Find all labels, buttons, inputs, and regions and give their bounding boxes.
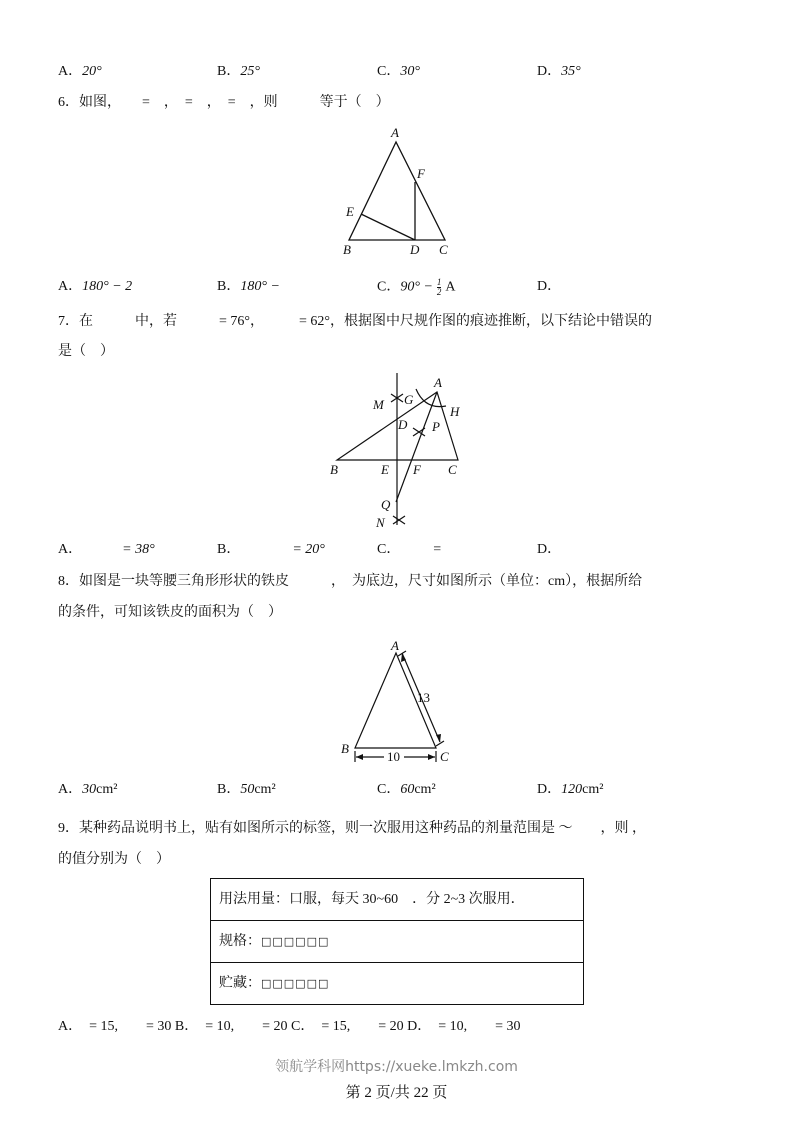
q9-stem-line2: 的值分别为（ ） <box>58 852 170 867</box>
label-c: C <box>440 749 449 764</box>
option-value: 25° <box>240 64 260 79</box>
q9-options: A． = 15, = 30 B． = 10, = 20 C． = 15, = 20 D． = 10, = 30 <box>58 1019 521 1034</box>
label-base-length: 10 <box>387 749 400 764</box>
q8-option-b <box>217 781 276 799</box>
option-value: 50 <box>240 782 255 797</box>
option-unit: cm² <box>414 782 436 797</box>
label-a: A <box>391 638 399 653</box>
option-letter: D． <box>537 542 562 557</box>
option-value: 35° <box>561 64 581 79</box>
option-value: = 20° <box>292 542 325 557</box>
option-letter: A． <box>58 782 83 797</box>
angle-bisector-aq <box>396 392 437 502</box>
option-unit: cm² <box>254 782 276 797</box>
option-value: = 38° <box>122 542 155 557</box>
option-unit: cm² <box>582 782 604 797</box>
q7-option-d <box>537 541 561 559</box>
label-m: M <box>373 397 384 412</box>
option-letter: A． <box>58 64 83 79</box>
q8-figure <box>355 651 444 762</box>
watermark: 领航学科网https://xueke.lmkzh.com <box>275 1059 518 1075</box>
option-letter: B． <box>217 279 241 294</box>
label-g: G <box>404 392 414 407</box>
q6-option-a <box>58 278 132 296</box>
q7-stem-line2: 是（ ） <box>58 344 114 359</box>
q6-option-d <box>537 278 561 296</box>
spec-label: 规格： <box>219 934 261 949</box>
fraction-denominator: 2 <box>436 287 442 297</box>
label-a: A <box>434 375 442 390</box>
option-letter: B． <box>217 542 241 557</box>
q6-stem: 6．如图， = ， = ， = ，则 等于（ ） <box>58 95 390 110</box>
option-tail: A <box>445 279 456 295</box>
q6-option-c <box>377 278 456 297</box>
option-letter: A． <box>58 542 83 557</box>
label-q: Q <box>381 497 391 512</box>
label-b: B <box>330 462 338 477</box>
usage-row: 用法用量：口服，每天 30~60 ．分 2~3 次服用． <box>211 879 583 921</box>
label-side-length: 13 <box>417 690 430 705</box>
q7-option-a <box>58 541 155 559</box>
label-d: D <box>410 242 420 257</box>
option-letter: B． <box>217 782 241 797</box>
q8-option-c <box>377 781 436 799</box>
spec-row <box>211 921 583 963</box>
label-e: E <box>381 462 389 477</box>
arc-gh <box>416 389 446 407</box>
option-value: 20° <box>82 64 102 79</box>
q8-option-a <box>58 781 117 799</box>
q6-option-b <box>217 278 280 296</box>
spec-value: □□□□□□ <box>261 935 330 948</box>
label-d: D <box>398 417 408 432</box>
label-f: F <box>417 166 425 181</box>
q8-stem-line1: 8．如图是一块等腰三角形形状的铁皮 ， 为底边，尺寸如图所示（单位：cm），根据所给 <box>58 574 643 589</box>
storage-value: □□□□□□ <box>261 977 330 990</box>
label-b: B <box>343 242 351 257</box>
q7-stem-line1: 7．在 中，若 = 76°， = 62°，根据图中尺规作图的痕迹推断，以下结论中错误的 <box>58 314 652 329</box>
label-c: C <box>439 242 448 257</box>
storage-label: 贮藏： <box>219 976 261 991</box>
fraction-half <box>437 278 442 297</box>
option-letter: C． <box>377 279 401 295</box>
label-h: H <box>450 404 460 419</box>
option-value: 90° − <box>400 279 433 295</box>
cross-mark-p <box>413 428 425 436</box>
q6-figure <box>349 142 445 240</box>
option-letter: C． <box>377 542 401 557</box>
storage-row <box>211 963 583 1004</box>
arrowheads <box>356 653 441 760</box>
option-letter: A． <box>58 279 83 294</box>
q8-stem-line2: 的条件，可知该铁皮的面积为（ ） <box>58 605 282 620</box>
triangle-abc <box>349 142 445 240</box>
fraction-numerator: 1 <box>436 277 442 287</box>
segment-de <box>361 214 415 240</box>
cross-mark-n <box>393 516 405 524</box>
option-letter: C． <box>377 782 401 797</box>
option-letter: D． <box>537 64 562 79</box>
label-b: B <box>341 741 349 756</box>
option-unit: cm² <box>96 782 118 797</box>
medicine-label-table <box>210 878 584 1005</box>
q9-stem-line1: 9．某种药品说明书上，贴有如图所示的标签，则一次服用这种药品的剂量范围是 ～ ，则 ， <box>58 821 646 836</box>
option-value: 30° <box>400 64 420 79</box>
q8-option-d <box>537 781 603 799</box>
label-a: A <box>391 125 399 140</box>
option-letter: D． <box>537 782 562 797</box>
label-e: E <box>346 204 354 219</box>
option-value: 180° − <box>240 279 280 294</box>
option-letter: B． <box>217 64 241 79</box>
label-c: C <box>448 462 457 477</box>
option-letter: C． <box>377 64 401 79</box>
option-letter: D． <box>537 279 562 294</box>
label-p: P <box>432 419 440 434</box>
option-value: 180° − 2 <box>82 279 133 294</box>
option-value: 120 <box>561 782 583 797</box>
label-f: F <box>413 462 421 477</box>
page-number: 第 2 页/共 22 页 <box>345 1085 448 1101</box>
label-n: N <box>376 515 385 530</box>
option-value: 60 <box>400 782 415 797</box>
option-value: = <box>432 542 442 557</box>
q7-option-c <box>377 541 442 559</box>
option-value: 30 <box>82 782 97 797</box>
q7-option-b <box>217 541 325 559</box>
q7-figure <box>337 373 458 525</box>
